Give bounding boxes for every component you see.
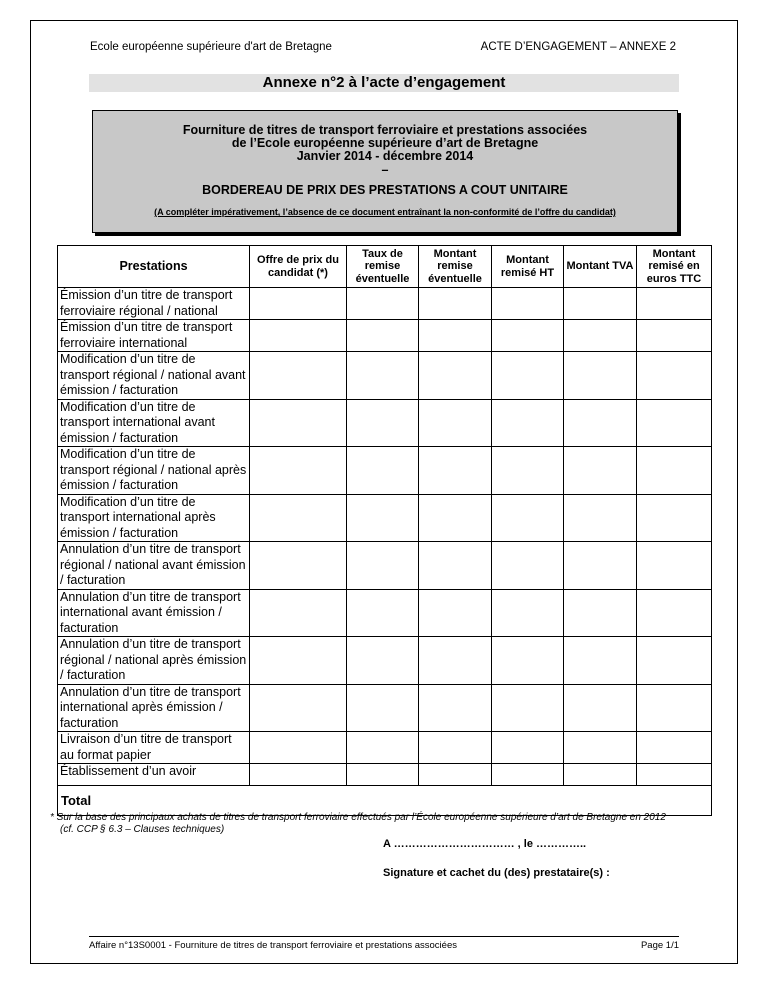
- cell-remise[interactable]: [419, 399, 492, 447]
- cell-remise[interactable]: [419, 637, 492, 685]
- row-label: Modification d’un titre de transport international avant émission / facturation: [58, 399, 250, 447]
- cell-ht[interactable]: [492, 732, 564, 764]
- cell-tva[interactable]: [564, 447, 637, 495]
- table-row: [58, 637, 712, 685]
- cell-ttc[interactable]: [637, 352, 712, 400]
- cell-remise[interactable]: [419, 320, 492, 352]
- cell-ttc[interactable]: [637, 684, 712, 732]
- cell-ht[interactable]: [492, 447, 564, 495]
- page-number: Page 1/1: [640, 940, 679, 951]
- cell-ttc[interactable]: [637, 447, 712, 495]
- cell-tva[interactable]: [564, 542, 637, 590]
- footer-reference: Affaire n°13S0001 - Fourniture de titres de transport ferroviaire et prestations associées: [89, 940, 457, 951]
- cell-tva[interactable]: [564, 399, 637, 447]
- row-label: Annulation d’un titre de transport régional / national avant émission / facturation: [58, 542, 250, 590]
- table-row: [58, 764, 712, 786]
- subject-line-1: Fourniture de titres de transport ferroviaire et prestations associées: [182, 123, 588, 137]
- row-label: Établissement d’un avoir: [58, 764, 250, 786]
- cell-offre[interactable]: [250, 352, 347, 400]
- cell-ttc[interactable]: [637, 494, 712, 542]
- cell-taux[interactable]: [347, 288, 419, 320]
- table-row: [58, 288, 712, 320]
- cell-ht[interactable]: [492, 542, 564, 590]
- cell-taux[interactable]: [347, 352, 419, 400]
- price-table: [57, 245, 712, 816]
- col-header-prestations: Prestations: [58, 246, 250, 288]
- cell-ht[interactable]: [492, 399, 564, 447]
- table-row: [58, 352, 712, 400]
- cell-offre[interactable]: [250, 399, 347, 447]
- cell-remise[interactable]: [419, 542, 492, 590]
- cell-tva[interactable]: [564, 684, 637, 732]
- footnote-line-1: * Sur la base des principaux achats de titres de transport ferroviaire effectués par l’École européenne supérieure d’art de Bretagne en 2012: [50, 812, 666, 823]
- cell-remise[interactable]: [419, 589, 492, 637]
- cell-ttc[interactable]: [637, 589, 712, 637]
- cell-ht[interactable]: [492, 288, 564, 320]
- cell-taux[interactable]: [347, 764, 419, 786]
- row-label: Annulation d’un titre de transport international avant émission / facturation: [58, 589, 250, 637]
- footer-divider: [89, 936, 679, 937]
- table-header-row: [58, 246, 712, 288]
- cell-offre[interactable]: [250, 732, 347, 764]
- signature-label: Signature et cachet du (des) prestataire(s) :: [383, 867, 610, 879]
- row-label: Émission d’un titre de transport ferroviaire international: [58, 320, 250, 352]
- completion-note: (A compléter impérativement, l’absence de ce document entraînant la non-conformité de l’offre du candidat): [154, 207, 616, 217]
- table-row: [58, 542, 712, 590]
- cell-offre[interactable]: [250, 320, 347, 352]
- bordereau-heading: BORDEREAU DE PRIX DES PRESTATIONS A COUT UNITAIRE: [202, 183, 568, 197]
- row-label: Annulation d’un titre de transport régional / national après émission / facturation: [58, 637, 250, 685]
- cell-remise[interactable]: [419, 288, 492, 320]
- cell-remise[interactable]: [419, 732, 492, 764]
- subject-dash: –: [381, 163, 389, 177]
- row-label: Modification d’un titre de transport régional / national après émission / facturation: [58, 447, 250, 495]
- cell-tva[interactable]: [564, 764, 637, 786]
- row-label: Émission d’un titre de transport ferroviaire régional / national: [58, 288, 250, 320]
- cell-tva[interactable]: [564, 494, 637, 542]
- cell-remise[interactable]: [419, 447, 492, 495]
- page-title: Annexe n°2 à l’acte d’engagement: [89, 74, 679, 92]
- cell-tva[interactable]: [564, 589, 637, 637]
- table-row: [58, 732, 712, 764]
- cell-ttc[interactable]: [637, 732, 712, 764]
- cell-taux[interactable]: [347, 542, 419, 590]
- cell-remise[interactable]: [419, 684, 492, 732]
- cell-remise[interactable]: [419, 352, 492, 400]
- cell-ttc[interactable]: [637, 764, 712, 786]
- cell-tva[interactable]: [564, 637, 637, 685]
- cell-remise[interactable]: [419, 494, 492, 542]
- cell-offre[interactable]: [250, 589, 347, 637]
- cell-offre[interactable]: [250, 542, 347, 590]
- table-row: [58, 494, 712, 542]
- cell-offre[interactable]: [250, 447, 347, 495]
- cell-taux[interactable]: [347, 494, 419, 542]
- cell-offre[interactable]: [250, 494, 347, 542]
- row-label: Annulation d’un titre de transport international après émission / facturation: [58, 684, 250, 732]
- cell-taux[interactable]: [347, 320, 419, 352]
- cell-ttc[interactable]: [637, 288, 712, 320]
- row-label: Modification d’un titre de transport régional / national avant émission / facturation: [58, 352, 250, 400]
- cell-tva[interactable]: [564, 352, 637, 400]
- place-date-field: A …………………………… , le …………..: [383, 838, 587, 850]
- cell-tva[interactable]: [564, 320, 637, 352]
- cell-tva[interactable]: [564, 288, 637, 320]
- cell-ht[interactable]: [492, 494, 564, 542]
- total-row: [58, 786, 712, 816]
- cell-offre[interactable]: [250, 637, 347, 685]
- row-label: Modification d’un titre de transport international après émission / facturation: [58, 494, 250, 542]
- cell-ht[interactable]: [492, 589, 564, 637]
- cell-taux[interactable]: [347, 447, 419, 495]
- cell-ht[interactable]: [492, 320, 564, 352]
- table-row: [58, 447, 712, 495]
- cell-ttc[interactable]: [637, 542, 712, 590]
- col-header-montant-ttc: Montant remisé en euros TTC: [637, 246, 712, 288]
- cell-taux[interactable]: [347, 399, 419, 447]
- cell-ht[interactable]: [492, 352, 564, 400]
- subject-period: Janvier 2014 - décembre 2014: [296, 149, 474, 163]
- total-label: Total: [58, 786, 712, 816]
- cell-ht[interactable]: [492, 764, 564, 786]
- footnote-line-2: (cf. CCP § 6.3 – Clauses techniques): [60, 824, 225, 835]
- cell-ht[interactable]: [492, 637, 564, 685]
- cell-taux[interactable]: [347, 732, 419, 764]
- header-document-ref: ACTE D’ENGAGEMENT – ANNEXE 2: [480, 41, 676, 53]
- cell-remise[interactable]: [419, 764, 492, 786]
- table-row: [58, 320, 712, 352]
- cell-taux[interactable]: [347, 684, 419, 732]
- col-header-montant-ht: Montant remisé HT: [492, 246, 564, 288]
- cell-taux[interactable]: [347, 637, 419, 685]
- cell-ttc[interactable]: [637, 637, 712, 685]
- cell-taux[interactable]: [347, 589, 419, 637]
- footnote: [50, 812, 730, 836]
- cell-ht[interactable]: [492, 684, 564, 732]
- cell-offre[interactable]: [250, 288, 347, 320]
- subject-box: [92, 110, 678, 233]
- header-school-name: Ecole européenne supérieure d'art de Bretagne: [90, 41, 332, 53]
- subject-line-2: de l’Ecole européenne supérieure d’art de Bretagne: [231, 136, 539, 150]
- cell-ttc[interactable]: [637, 399, 712, 447]
- col-header-montant-tva: Montant TVA: [564, 246, 637, 288]
- cell-offre[interactable]: [250, 764, 347, 786]
- col-header-offre: Offre de prix du candidat (*): [250, 246, 347, 288]
- table-row: [58, 399, 712, 447]
- cell-tva[interactable]: [564, 732, 637, 764]
- cell-offre[interactable]: [250, 684, 347, 732]
- table-row: [58, 684, 712, 732]
- row-label: Livraison d’un titre de transport au format papier: [58, 732, 250, 764]
- table-row: [58, 589, 712, 637]
- col-header-taux-remise: Taux de remise éventuelle: [347, 246, 419, 288]
- col-header-montant-remise: Montant remise éventuelle: [419, 246, 492, 288]
- cell-ttc[interactable]: [637, 320, 712, 352]
